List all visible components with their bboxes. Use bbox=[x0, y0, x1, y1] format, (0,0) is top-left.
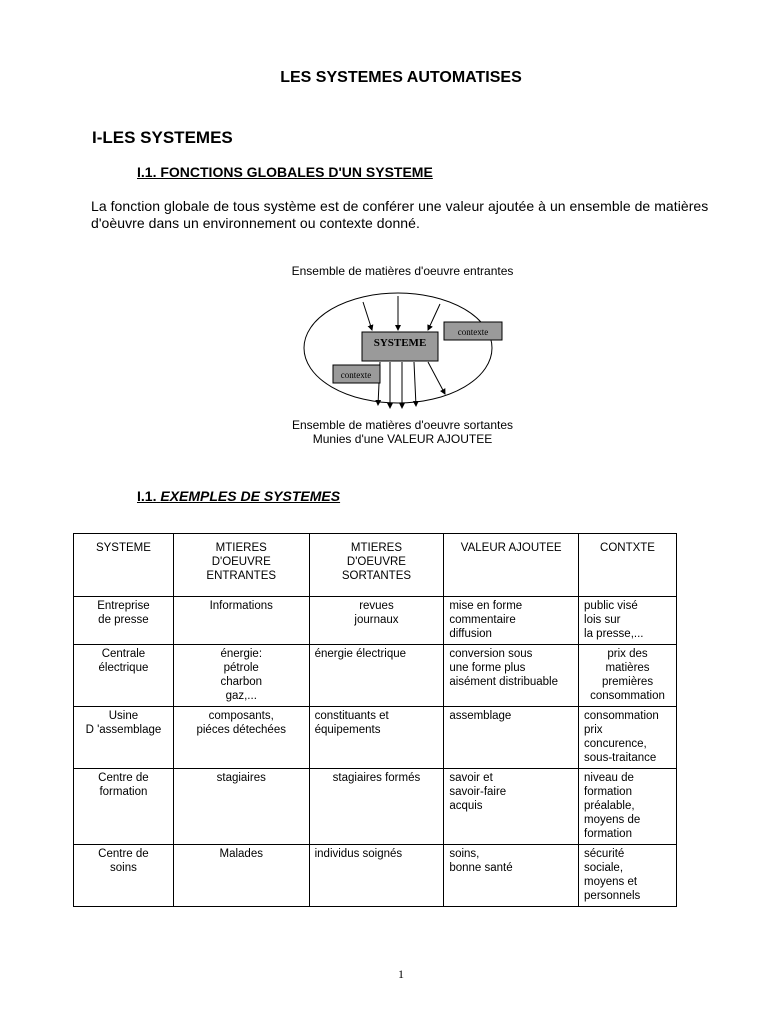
cell-valeur: savoir et savoir-faire acquis bbox=[444, 769, 579, 845]
document-title: LES SYSTEMES AUTOMATISES bbox=[280, 69, 522, 86]
section-heading: I-LES SYSTEMES bbox=[92, 128, 233, 147]
cell-contexte: sécurité sociale, moyens et personnels bbox=[579, 845, 677, 907]
intro-paragraph: La fonction globale de tous système est de conférer une valeur ajoutée à un ensemble de matières d'oèuvre dans un environnement ou contexte donné. bbox=[91, 198, 709, 231]
cell-contexte: consommation prix concurence, sous-traitance bbox=[579, 707, 677, 769]
cell-contexte: public visé lois sur la presse,... bbox=[579, 597, 677, 645]
table-row bbox=[74, 645, 677, 707]
cell-valeur: assemblage bbox=[444, 707, 579, 769]
cell-systeme: Centrale électrique bbox=[74, 645, 174, 707]
cell-sortantes: stagiaires formés bbox=[309, 769, 444, 845]
table-row bbox=[74, 707, 677, 769]
cell-systeme: Entreprise de presse bbox=[74, 597, 174, 645]
cell-valeur: soins, bonne santé bbox=[444, 845, 579, 907]
cell-entrantes: Informations bbox=[173, 597, 309, 645]
system-label: SYSTEME bbox=[373, 337, 427, 349]
header-sortantes: MTIERES D'OEUVRE SORTANTES bbox=[309, 534, 444, 597]
cell-systeme: Centre de formation bbox=[74, 769, 174, 845]
diagram-bottom-caption-line1: Ensemble de matières d'oeuvre sortantes bbox=[291, 418, 514, 432]
cell-entrantes: stagiaires bbox=[173, 769, 309, 845]
table-row bbox=[74, 769, 677, 845]
context-box-right bbox=[444, 322, 502, 340]
subsection-title: EXEMPLES DE SYSTEMES bbox=[160, 488, 341, 504]
subsection-number: I.1. bbox=[137, 488, 157, 504]
subsection-heading-examples bbox=[137, 488, 340, 504]
diagram-top-caption: Ensemble de matières d'oeuvre entrantes bbox=[291, 264, 514, 278]
system-box bbox=[362, 332, 438, 361]
context-label-right: contexte bbox=[457, 327, 489, 337]
cell-systeme: Centre de soins bbox=[74, 845, 174, 907]
header-valeur-ajoutee: VALEUR AJOUTEE bbox=[444, 534, 579, 597]
cell-valeur: mise en forme commentaire diffusion bbox=[444, 597, 579, 645]
subsection-heading-functions: I.1. FONCTIONS GLOBALES D'UN SYSTEME bbox=[137, 164, 433, 180]
cell-sortantes: constituants et équipements bbox=[309, 707, 444, 769]
cell-sortantes: énergie électrique bbox=[309, 645, 444, 707]
header-entrantes: MTIERES D'OEUVRE ENTRANTES bbox=[173, 534, 309, 597]
table-header-row bbox=[74, 534, 677, 597]
cell-sortantes: individus soignés bbox=[309, 845, 444, 907]
cell-systeme: Usine D 'assemblage bbox=[74, 707, 174, 769]
cell-contexte: prix des matières premières consommation bbox=[579, 645, 677, 707]
header-systeme: SYSTEME bbox=[74, 534, 174, 597]
table-row bbox=[74, 845, 677, 907]
table-row bbox=[74, 597, 677, 645]
cell-entrantes: composants, piéces détechées bbox=[173, 707, 309, 769]
cell-valeur: conversion sous une forme plus aisément distribuable bbox=[444, 645, 579, 707]
examples-table bbox=[73, 533, 677, 907]
system-diagram bbox=[300, 290, 510, 410]
cell-entrantes: énergie: pétrole charbon gaz,... bbox=[173, 645, 309, 707]
context-box-left bbox=[333, 365, 380, 383]
diagram-bottom-caption-line2: Munies d'une VALEUR AJOUTEE bbox=[312, 432, 493, 446]
cell-contexte: niveau de formation préalable, moyens de formation bbox=[579, 769, 677, 845]
diagram-bottom-caption bbox=[230, 418, 575, 446]
context-label-left: contexte bbox=[340, 370, 372, 380]
header-contexte: CONTXTE bbox=[579, 534, 677, 597]
page-number: 1 bbox=[398, 967, 404, 981]
cell-sortantes: revues journaux bbox=[309, 597, 444, 645]
cell-entrantes: Malades bbox=[173, 845, 309, 907]
